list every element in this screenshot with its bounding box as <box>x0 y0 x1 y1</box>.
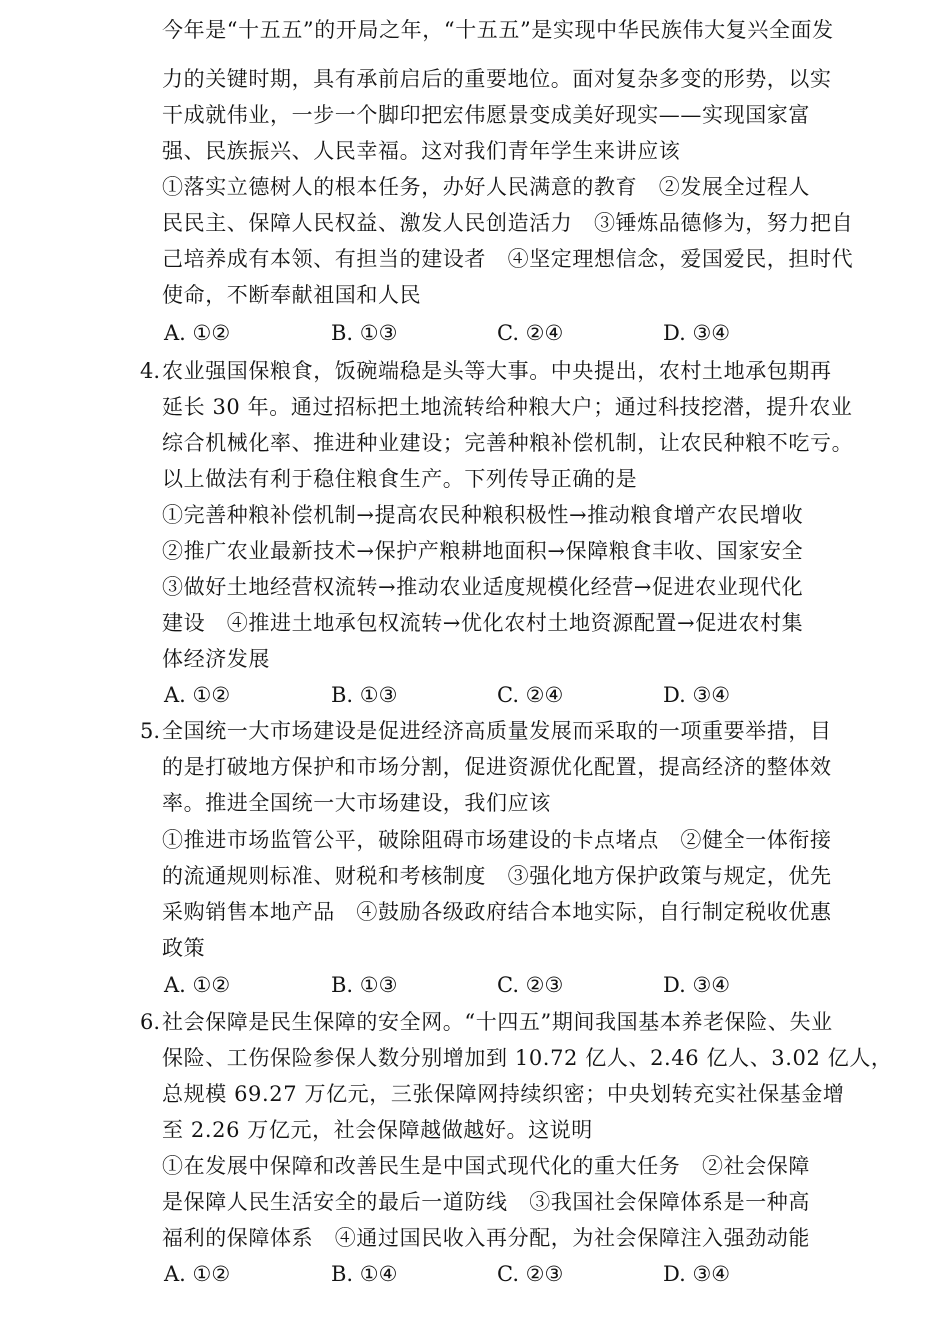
question-4-line-9: 体经济发展 <box>162 647 270 671</box>
question-3-choice-a[interactable]: A. ①② <box>164 321 231 345</box>
question-3-line-5: ①落实立德树人的根本任务，办好人民满意的教育 ②发展全过程人 <box>162 175 810 199</box>
question-3-line-6: 民民主、保障人民权益、激发人民创造活力 ③锤炼品德修为，努力把自 <box>162 211 854 235</box>
question-4-choice-c[interactable]: C. ②④ <box>497 683 564 707</box>
question-3-line-8: 使命，不断奉献祖国和人民 <box>162 283 422 307</box>
question-4-line-8: 建设 ④推进土地承包权流转→优化农村土地资源配置→促进农村集 <box>162 611 804 635</box>
question-4-line-5: ①完善种粮补偿机制→提高农民种粮积极性→推动粮食增产农民增收 <box>162 503 804 527</box>
question-5-line-7: 政策 <box>162 936 206 960</box>
question-5-line-4: ①推进市场监管公平，破除阻碍市场建设的卡点堵点 ②健全一体衔接 <box>162 828 832 852</box>
question-3-line-3: 干成就伟业，一步一个脚印把宏伟愿景变成美好现实——实现国家富 <box>162 103 810 127</box>
question-6-choice-c[interactable]: C. ②③ <box>497 1262 564 1286</box>
question-5-line-5: 的流通规则标准、财税和考核制度 ③强化地方保护政策与规定，优先 <box>162 864 832 888</box>
question-4-choice-b[interactable]: B. ①③ <box>331 683 398 707</box>
question-3-choice-d[interactable]: D. ③④ <box>663 321 731 345</box>
question-5-choice-d[interactable]: D. ③④ <box>663 973 731 997</box>
question-3-line-4: 强、民族振兴、人民幸福。这对我们青年学生来讲应该 <box>162 139 681 163</box>
question-3-line-2: 力的关键时期，具有承前启后的重要地位。面对复杂多变的形势，以实 <box>162 67 832 91</box>
question-6-choice-b[interactable]: B. ①④ <box>331 1262 398 1286</box>
question-5-line-2: 的是打破地方保护和市场分割，促进资源优化配置，提高经济的整体效 <box>162 755 832 779</box>
question-4-number: 4. <box>140 359 161 383</box>
question-4-line-4: 以上做法有利于稳住粮食生产。下列传导正确的是 <box>162 467 638 491</box>
question-5-choice-a[interactable]: A. ①② <box>164 973 231 997</box>
question-4-line-2: 延长 30 年。通过招标把土地流转给种粮大户；通过科技挖潜，提升农业 <box>162 395 853 419</box>
question-6-line-6: 是保障人民生活安全的最后一道防线 ③我国社会保障体系是一种高 <box>162 1190 810 1214</box>
question-4-choice-a[interactable]: A. ①② <box>164 683 231 707</box>
question-6-line-1: 社会保障是民生保障的安全网。“十四五”期间我国基本养老保险、失业 <box>162 1010 833 1034</box>
question-5-choice-c[interactable]: C. ②③ <box>497 973 564 997</box>
question-3-choice-c[interactable]: C. ②④ <box>497 321 564 345</box>
question-6-line-7: 福利的保障体系 ④通过国民收入再分配，为社会保障注入强劲动能 <box>162 1226 810 1250</box>
question-5-choice-b[interactable]: B. ①③ <box>331 973 398 997</box>
question-5-line-3: 率。推进全国统一大市场建设，我们应该 <box>162 791 551 815</box>
question-4-line-6: ②推广农业最新技术→保护产粮耕地面积→保障粮食丰收、国家安全 <box>162 539 804 563</box>
question-3-line-1: 今年是“十五五”的开局之年，“十五五”是实现中华民族伟大复兴全面发 <box>162 18 834 42</box>
question-3-choice-b[interactable]: B. ①③ <box>331 321 398 345</box>
question-6-number: 6. <box>140 1010 161 1034</box>
question-3-line-7: 己培养成有本领、有担当的建设者 ④坚定理想信念，爱国爱民，担时代 <box>162 247 854 271</box>
question-4-line-7: ③做好土地经营权流转→推动农业适度规模化经营→促进农业现代化 <box>162 575 804 599</box>
question-6-line-5: ①在发展中保障和改善民生是中国式现代化的重大任务 ②社会保障 <box>162 1154 810 1178</box>
question-4-line-1: 农业强国保粮食，饭碗端稳是头等大事。中央提出，农村土地承包期再 <box>162 359 832 383</box>
question-5-line-6: 采购销售本地产品 ④鼓励各级政府结合本地实际，自行制定税收优惠 <box>162 900 832 924</box>
question-6-choice-a[interactable]: A. ①② <box>164 1262 231 1286</box>
question-4-line-3: 综合机械化率、推进种业建设；完善种粮补偿机制，让农民种粮不吃亏。 <box>162 431 854 455</box>
question-6-line-3: 总规模 69.27 万亿元，三张保障网持续织密；中央划转充实社保基金增 <box>162 1082 845 1106</box>
question-6-choice-d[interactable]: D. ③④ <box>663 1262 731 1286</box>
question-5-line-1: 全国统一大市场建设是促进经济高质量发展而采取的一项重要举措，目 <box>162 719 832 743</box>
question-6-line-2: 保险、工伤保险参保人数分别增加到 10.72 亿人、2.46 亿人、3.02 亿人， <box>162 1046 893 1070</box>
question-6-line-4: 至 2.26 万亿元，社会保障越做越好。这说明 <box>162 1118 593 1142</box>
question-4-choice-d[interactable]: D. ③④ <box>663 683 731 707</box>
question-5-number: 5. <box>140 719 161 743</box>
